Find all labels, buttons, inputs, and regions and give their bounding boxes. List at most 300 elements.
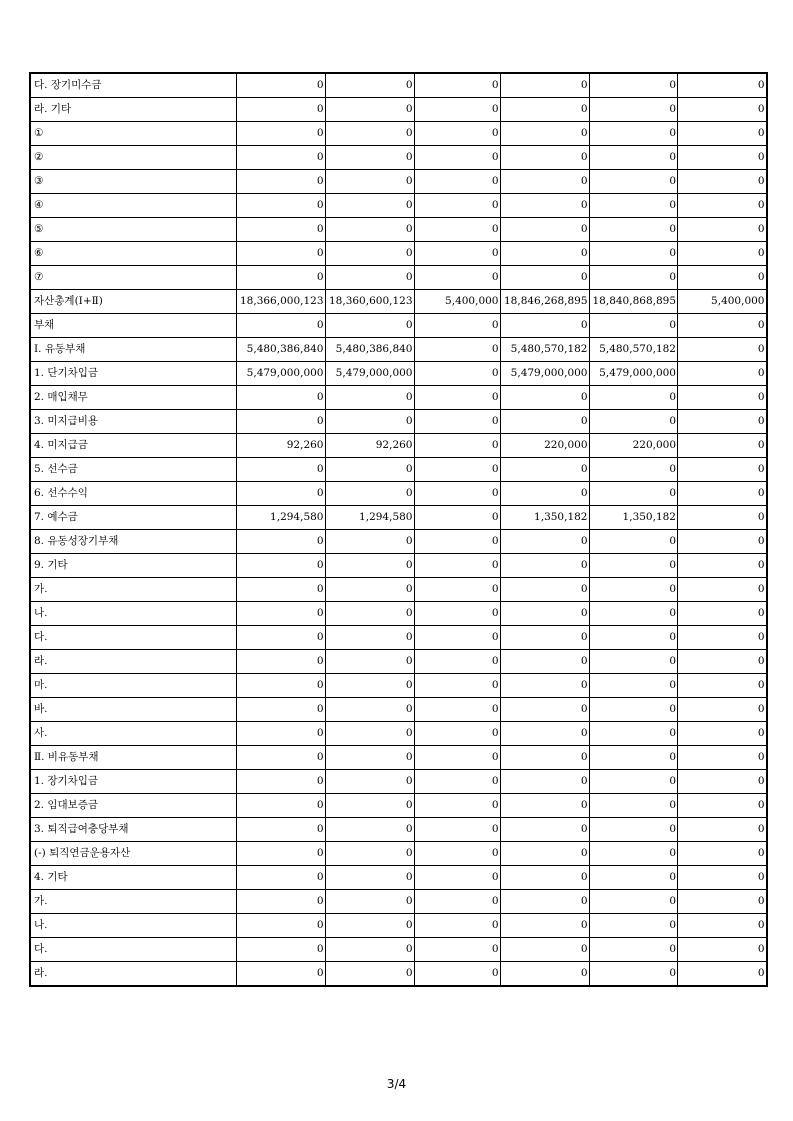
row-label: 자산총계(Ⅰ+Ⅱ) (30, 290, 236, 314)
value-cell: 0 (414, 602, 500, 626)
row-label: 2. 매입채무 (30, 386, 236, 410)
value-cell: 0 (678, 122, 767, 146)
value-cell: 0 (236, 530, 325, 554)
value-cell: 0 (589, 626, 678, 650)
value-cell: 0 (236, 386, 325, 410)
table-row (30, 890, 767, 914)
value-cell: 0 (589, 914, 678, 938)
value-cell: 0 (678, 506, 767, 530)
value-cell: 0 (500, 122, 589, 146)
table-row (30, 314, 767, 338)
value-cell: 0 (589, 218, 678, 242)
value-cell: 0 (414, 938, 500, 962)
row-label: 7. 예수금 (30, 506, 236, 530)
value-cell: 0 (236, 602, 325, 626)
value-cell: 0 (678, 434, 767, 458)
value-cell: 0 (589, 650, 678, 674)
value-cell: 1,350,182 (500, 506, 589, 530)
value-cell: 5,400,000 (678, 290, 767, 314)
value-cell: 0 (500, 602, 589, 626)
value-cell: 18,840,868,895 (589, 290, 678, 314)
value-cell: 0 (678, 962, 767, 987)
value-cell: 0 (678, 770, 767, 794)
value-cell: 1,294,580 (236, 506, 325, 530)
value-cell: 0 (678, 194, 767, 218)
value-cell: 0 (500, 242, 589, 266)
value-cell: 0 (500, 650, 589, 674)
value-cell: 0 (678, 698, 767, 722)
value-cell: 0 (325, 890, 414, 914)
value-cell: 0 (325, 794, 414, 818)
table-row (30, 626, 767, 650)
value-cell: 0 (414, 650, 500, 674)
row-label: 나. (30, 602, 236, 626)
value-cell: 0 (500, 962, 589, 987)
row-label: 9. 기타 (30, 554, 236, 578)
value-cell: 0 (414, 722, 500, 746)
value-cell: 0 (500, 146, 589, 170)
value-cell: 0 (500, 938, 589, 962)
row-label: ① (30, 122, 236, 146)
value-cell: 0 (236, 962, 325, 987)
value-cell: 5,479,000,000 (589, 362, 678, 386)
value-cell: 0 (589, 770, 678, 794)
value-cell: 0 (678, 362, 767, 386)
table-row (30, 482, 767, 506)
row-label: 1. 장기차입금 (30, 770, 236, 794)
value-cell: 0 (325, 314, 414, 338)
value-cell: 0 (325, 98, 414, 122)
value-cell: 0 (589, 746, 678, 770)
table-row (30, 242, 767, 266)
value-cell: 0 (236, 890, 325, 914)
value-cell: 0 (414, 410, 500, 434)
table-row (30, 194, 767, 218)
value-cell: 0 (589, 866, 678, 890)
value-cell: 0 (500, 482, 589, 506)
value-cell: 0 (414, 242, 500, 266)
value-cell: 0 (500, 722, 589, 746)
value-cell: 5,480,570,182 (589, 338, 678, 362)
value-cell: 5,479,000,000 (325, 362, 414, 386)
value-cell: 0 (589, 554, 678, 578)
table-row (30, 506, 767, 530)
value-cell: 0 (500, 578, 589, 602)
row-label: 4. 기타 (30, 866, 236, 890)
value-cell: 1,350,182 (589, 506, 678, 530)
table-row (30, 962, 767, 987)
value-cell: 0 (414, 146, 500, 170)
value-cell: 0 (414, 170, 500, 194)
row-label: ② (30, 146, 236, 170)
value-cell: 0 (589, 530, 678, 554)
row-label: 가. (30, 578, 236, 602)
value-cell: 18,366,000,123 (236, 290, 325, 314)
value-cell: 0 (325, 218, 414, 242)
row-label: 마. (30, 674, 236, 698)
row-label: 바. (30, 698, 236, 722)
balance-sheet-table (29, 72, 768, 987)
value-cell: 0 (236, 554, 325, 578)
value-cell: 0 (500, 770, 589, 794)
row-label: 나. (30, 914, 236, 938)
row-label: ③ (30, 170, 236, 194)
value-cell: 0 (678, 218, 767, 242)
value-cell: 0 (678, 794, 767, 818)
value-cell: 0 (325, 122, 414, 146)
value-cell: 0 (325, 818, 414, 842)
value-cell: 5,480,386,840 (236, 338, 325, 362)
value-cell: 0 (500, 746, 589, 770)
value-cell: 0 (414, 194, 500, 218)
value-cell: 0 (500, 530, 589, 554)
table-row (30, 842, 767, 866)
value-cell: 0 (325, 530, 414, 554)
value-cell: 0 (236, 698, 325, 722)
row-label: 4. 미지급금 (30, 434, 236, 458)
table-row (30, 410, 767, 434)
table-row (30, 266, 767, 290)
table-row (30, 722, 767, 746)
value-cell: 0 (325, 554, 414, 578)
value-cell: 0 (236, 674, 325, 698)
value-cell: 0 (500, 410, 589, 434)
value-cell: 0 (500, 458, 589, 482)
value-cell: 0 (678, 146, 767, 170)
table-row (30, 386, 767, 410)
value-cell: 0 (500, 626, 589, 650)
value-cell: 0 (678, 674, 767, 698)
value-cell: 0 (325, 482, 414, 506)
value-cell: 0 (236, 866, 325, 890)
table-row (30, 578, 767, 602)
value-cell: 0 (325, 266, 414, 290)
value-cell: 0 (414, 770, 500, 794)
value-cell: 0 (678, 746, 767, 770)
row-label: ⑤ (30, 218, 236, 242)
value-cell: 0 (500, 674, 589, 698)
value-cell: 0 (236, 914, 325, 938)
value-cell: 18,846,268,895 (500, 290, 589, 314)
value-cell: 0 (325, 866, 414, 890)
value-cell: 0 (325, 938, 414, 962)
value-cell: 0 (325, 770, 414, 794)
value-cell: 0 (325, 650, 414, 674)
row-label: 다. (30, 938, 236, 962)
value-cell: 0 (414, 314, 500, 338)
value-cell: 0 (236, 242, 325, 266)
row-label: 3. 퇴직급여충당부채 (30, 818, 236, 842)
value-cell: 0 (589, 170, 678, 194)
value-cell: 0 (678, 818, 767, 842)
value-cell: 0 (589, 73, 678, 98)
value-cell: 0 (236, 98, 325, 122)
value-cell: 0 (589, 890, 678, 914)
value-cell: 0 (236, 314, 325, 338)
value-cell: 0 (678, 73, 767, 98)
value-cell: 18,360,600,123 (325, 290, 414, 314)
row-label: 1. 단기차입금 (30, 362, 236, 386)
value-cell: 0 (414, 362, 500, 386)
value-cell: 0 (325, 242, 414, 266)
value-cell: 220,000 (500, 434, 589, 458)
table-row (30, 73, 767, 98)
value-cell: 0 (589, 386, 678, 410)
row-label: 2. 임대보증금 (30, 794, 236, 818)
table-row (30, 794, 767, 818)
value-cell: 0 (414, 338, 500, 362)
value-cell: 0 (678, 578, 767, 602)
table-row (30, 554, 767, 578)
row-label: ④ (30, 194, 236, 218)
table-row (30, 530, 767, 554)
value-cell: 0 (678, 458, 767, 482)
value-cell: 0 (589, 410, 678, 434)
table-row (30, 434, 767, 458)
value-cell: 0 (500, 98, 589, 122)
value-cell: 0 (236, 482, 325, 506)
table-row (30, 218, 767, 242)
value-cell: 0 (589, 602, 678, 626)
row-label: ⑦ (30, 266, 236, 290)
row-label: 부채 (30, 314, 236, 338)
value-cell: 0 (414, 266, 500, 290)
value-cell: 0 (325, 842, 414, 866)
value-cell: 5,479,000,000 (500, 362, 589, 386)
value-cell: 0 (414, 506, 500, 530)
value-cell: 0 (589, 818, 678, 842)
table-row (30, 146, 767, 170)
table-row (30, 122, 767, 146)
value-cell: 0 (500, 194, 589, 218)
value-cell: 0 (678, 554, 767, 578)
table-row (30, 170, 767, 194)
row-label: 6. 선수수익 (30, 482, 236, 506)
value-cell: 0 (500, 794, 589, 818)
value-cell: 0 (678, 242, 767, 266)
value-cell: 0 (500, 842, 589, 866)
value-cell: 0 (236, 146, 325, 170)
value-cell: 0 (236, 170, 325, 194)
value-cell: 0 (414, 962, 500, 987)
table-body (30, 73, 767, 986)
value-cell: 0 (414, 482, 500, 506)
value-cell: 0 (678, 626, 767, 650)
value-cell: 0 (236, 938, 325, 962)
value-cell: 0 (678, 386, 767, 410)
value-cell: 0 (414, 866, 500, 890)
value-cell: 0 (678, 98, 767, 122)
value-cell: 0 (236, 818, 325, 842)
table-row (30, 650, 767, 674)
value-cell: 0 (325, 170, 414, 194)
row-label: 8. 유동성장기부채 (30, 530, 236, 554)
value-cell: 0 (414, 674, 500, 698)
row-label: Ⅰ. 유동부채 (30, 338, 236, 362)
value-cell: 0 (325, 962, 414, 987)
value-cell: 0 (325, 194, 414, 218)
table-row (30, 98, 767, 122)
value-cell: 0 (236, 578, 325, 602)
value-cell: 0 (236, 73, 325, 98)
value-cell: 0 (236, 842, 325, 866)
value-cell: 0 (589, 98, 678, 122)
value-cell: 0 (678, 914, 767, 938)
value-cell: 0 (236, 266, 325, 290)
value-cell: 0 (500, 73, 589, 98)
value-cell: 0 (325, 146, 414, 170)
value-cell: 0 (414, 434, 500, 458)
value-cell: 0 (325, 73, 414, 98)
value-cell: 0 (325, 386, 414, 410)
value-cell: 0 (325, 578, 414, 602)
value-cell: 0 (325, 914, 414, 938)
value-cell: 0 (236, 410, 325, 434)
value-cell: 0 (678, 314, 767, 338)
value-cell: 0 (414, 554, 500, 578)
value-cell: 0 (589, 674, 678, 698)
value-cell: 0 (414, 890, 500, 914)
row-label: 라. (30, 650, 236, 674)
value-cell: 0 (414, 626, 500, 650)
value-cell: 0 (236, 770, 325, 794)
value-cell: 0 (589, 482, 678, 506)
value-cell: 0 (325, 698, 414, 722)
value-cell: 0 (414, 458, 500, 482)
value-cell: 0 (414, 578, 500, 602)
value-cell: 0 (589, 194, 678, 218)
value-cell: 0 (589, 458, 678, 482)
table-row (30, 362, 767, 386)
value-cell: 0 (589, 938, 678, 962)
value-cell: 0 (325, 674, 414, 698)
value-cell: 0 (589, 962, 678, 987)
table-row (30, 338, 767, 362)
row-label: 5. 선수금 (30, 458, 236, 482)
table-row (30, 602, 767, 626)
value-cell: 0 (589, 266, 678, 290)
page-number: 3/4 (386, 1077, 407, 1091)
table-row (30, 914, 767, 938)
value-cell: 0 (678, 410, 767, 434)
table-row (30, 290, 767, 314)
value-cell: 0 (589, 722, 678, 746)
value-cell: 0 (678, 650, 767, 674)
row-label: 다. (30, 626, 236, 650)
value-cell: 0 (678, 938, 767, 962)
value-cell: 0 (678, 602, 767, 626)
value-cell: 0 (414, 530, 500, 554)
row-label: 라. 기타 (30, 98, 236, 122)
value-cell: 0 (500, 554, 589, 578)
value-cell: 0 (236, 122, 325, 146)
value-cell: 0 (678, 266, 767, 290)
table-row (30, 818, 767, 842)
value-cell: 0 (500, 866, 589, 890)
value-cell: 0 (325, 626, 414, 650)
value-cell: 0 (678, 482, 767, 506)
table-row (30, 746, 767, 770)
value-cell: 0 (236, 794, 325, 818)
value-cell: 0 (414, 818, 500, 842)
value-cell: 0 (500, 914, 589, 938)
value-cell: 0 (414, 218, 500, 242)
table-row (30, 698, 767, 722)
value-cell: 0 (500, 218, 589, 242)
value-cell: 0 (500, 386, 589, 410)
value-cell: 0 (500, 818, 589, 842)
value-cell: 0 (500, 314, 589, 338)
row-label: ⑥ (30, 242, 236, 266)
value-cell: 0 (236, 650, 325, 674)
value-cell: 5,479,000,000 (236, 362, 325, 386)
value-cell: 5,480,570,182 (500, 338, 589, 362)
value-cell: 0 (678, 170, 767, 194)
value-cell: 0 (414, 794, 500, 818)
value-cell: 0 (236, 458, 325, 482)
value-cell: 92,260 (325, 434, 414, 458)
value-cell: 0 (236, 218, 325, 242)
value-cell: 0 (325, 602, 414, 626)
value-cell: 0 (236, 722, 325, 746)
row-label: Ⅱ. 비유동부채 (30, 746, 236, 770)
value-cell: 220,000 (589, 434, 678, 458)
value-cell: 0 (678, 722, 767, 746)
value-cell: 5,400,000 (414, 290, 500, 314)
value-cell: 0 (325, 458, 414, 482)
value-cell: 0 (325, 410, 414, 434)
value-cell: 0 (589, 314, 678, 338)
value-cell: 1,294,580 (325, 506, 414, 530)
table-row (30, 458, 767, 482)
value-cell: 0 (236, 626, 325, 650)
value-cell: 0 (589, 242, 678, 266)
value-cell: 0 (678, 890, 767, 914)
value-cell: 0 (500, 890, 589, 914)
value-cell: 0 (236, 746, 325, 770)
value-cell: 0 (589, 842, 678, 866)
row-label: 라. (30, 962, 236, 987)
value-cell: 0 (414, 746, 500, 770)
value-cell: 0 (500, 170, 589, 194)
table-row (30, 674, 767, 698)
value-cell: 0 (678, 842, 767, 866)
row-label: 사. (30, 722, 236, 746)
value-cell: 5,480,386,840 (325, 338, 414, 362)
value-cell: 0 (414, 842, 500, 866)
value-cell: 0 (589, 122, 678, 146)
value-cell: 0 (500, 698, 589, 722)
value-cell: 0 (414, 73, 500, 98)
table-row (30, 866, 767, 890)
value-cell: 0 (414, 698, 500, 722)
row-label: 가. (30, 890, 236, 914)
value-cell: 0 (414, 914, 500, 938)
value-cell: 0 (589, 578, 678, 602)
value-cell: 92,260 (236, 434, 325, 458)
value-cell: 0 (325, 722, 414, 746)
value-cell: 0 (236, 194, 325, 218)
table-row (30, 770, 767, 794)
row-label: (-) 퇴직연금운용자산 (30, 842, 236, 866)
value-cell: 0 (414, 386, 500, 410)
value-cell: 0 (678, 866, 767, 890)
value-cell: 0 (589, 146, 678, 170)
value-cell: 0 (325, 746, 414, 770)
row-label: 3. 미지급비용 (30, 410, 236, 434)
value-cell: 0 (500, 266, 589, 290)
value-cell: 0 (414, 122, 500, 146)
